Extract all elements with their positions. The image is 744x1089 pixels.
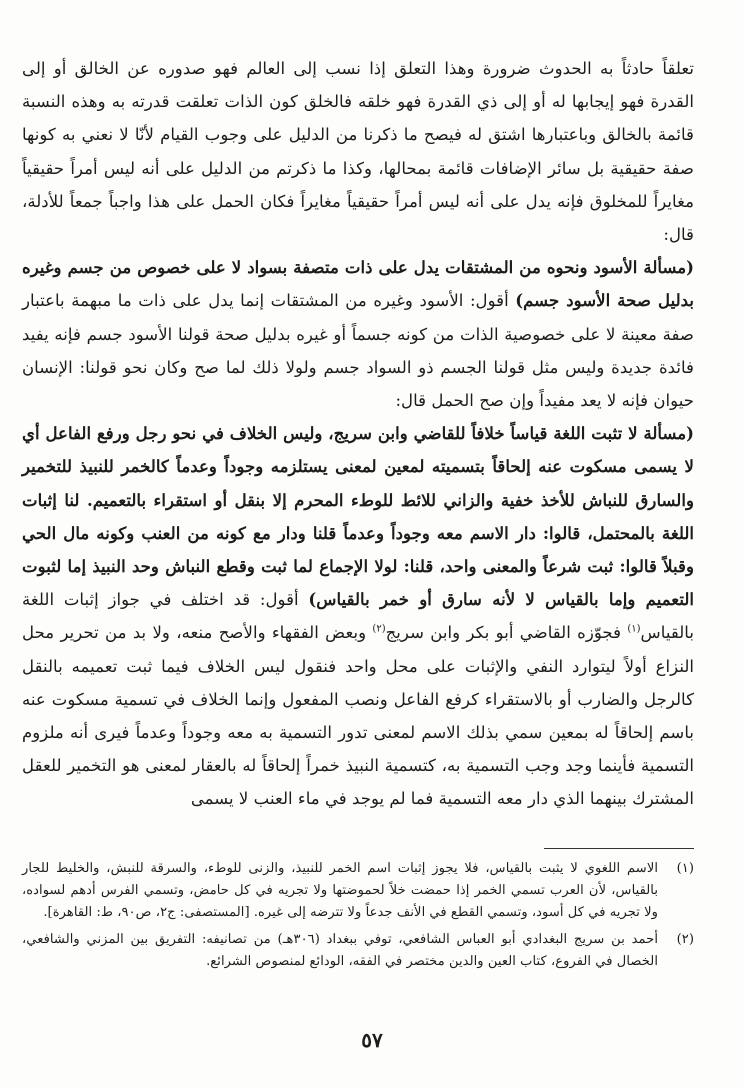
page-number: ٥٧ [361,1028,383,1052]
footnote-mark: (١) [676,861,694,876]
footnote-text: أحمد بن سريج البغدادي أبو العباس الشافعي، توفي ببغداد (٣٠٦هـ) من تصانيفه: التفريق بين المزني والشافعي، الخصال في الفروع، كتاب العين والدين مختصر في الفقه، الودائع لمنصوص الشرائع. [22,931,658,969]
paragraph [22,251,694,417]
footnote [22,929,694,973]
commentary-text: وبعض الفقهاء والأصح منعه، ولا بد من تحرير محل النزاع أولاً ليتوارد النفي والإثبات على محل واحد فنقول ليس الخلاف فيما ثبت تعميمه بالنقل كالرجل والضارب أو بالاستقراء كرفع الفاعل ونصب المفعول وإنما الخلاف في تسمية مسكوت عنه باسم إلحاقاً له بمعين سمي بذلك الاسم لمعنى تدور التسمية به معه وجوداً وعدماً فيرى أنه ملزوم التسمية فأينما وجد وجب التسمية به، كتسمية النبيذ خمراً إلحاقاً له بالعقار لمعنى هو التخمير للعقل المشترك بينهما الذي دار معه التسمية فما لم يوجد في ماء العنب لا يسمى [22,623,694,809]
paragraph [22,417,694,815]
footnote-text: الاسم اللغوي لا يثبت بالقياس، فلا يجوز إثبات اسم الخمر للنبيذ، والزنى للوطء، والسرقة للنبش، والخليط للجار بالقياس، لأن العرب تسمي الخمر إذا حمضت خلاً لحموضتها ولا تجريه في كل حامض، وتسمي الفرس أدهم لسواده، ولا تجريه في كل أسود، وتسمي القطع في الأنف جدعاً ولا تترضه إلى غيره. [المستصفى: ج٢، ص٩٠، ط: القاهرة]. [22,861,658,921]
matn-text: (مسألة الأسود ونحوه من المشتقات يدل على ذات متصفة بسواد لا على خصوص من جسم وغيره بدليل صحة الأسود جسم) [22,257,694,311]
paragraph [22,52,694,251]
matn-text: (مسألة لا تثبت اللغة قياساً خلافاً للقاضي وابن سريج، وليس الخلاف في نحو رجل ورفع الفاعل أي لا يسمى مسكوت عنه إلحاقاً بتسميته لمعين لمعنى يستلزمه وجوداً وعدماً كالخمر للنبيذ للتخمير والسارق للنباش للأخذ خفية والزاني للائط للوطء المحرم إلا بنقل أو استقراء بالتعميم. لنا إثبات اللغة بالمحتمل، قالوا: دار الاسم معه وجوداً وعدماً قلنا ودار مع كونه من العنب وكونه مال الحي وقبلاً قالوا: ثبت شرعاً والمعنى واحد، قلنا: لولا الإجماع لما ثبت وقطع النباش وحد النبيذ إما لثبوت التعميم وإما بالقياس لا لأنه سارق أو خمر بالقياس) [22,423,694,610]
commentary-text: أقول: الأسود وغيره من المشتقات إنما يدل على ذات ما مبهمة باعتبار صفة معينة لا على خصوصية الذات من كونه جسماً أو غيره بدليل صحة قولنا الأسود جسم فإنه يفيد فائدة جديدة وليس مثل قولنا الجسم ذو السواد جسم ولولا ذلك لما صح وكان نحو قولنا: الإنسان حيوان فإنه لا يعد مفيداً وإن صح الحمل قال: [22,291,694,411]
footnote-reference: (١) [627,623,641,635]
footnote [22,858,694,925]
footnote-separator [544,848,694,849]
commentary-text: تعلقاً حادثاً به الحدوث ضرورة وهذا التعلق إذا نسب إلى العالم فهو صدوره عن الخالق أو إلى القدرة فهو إيجابها له أو إلى ذي القدرة فهو خلقه فالخلق كون الذات تعلقت قدرته به وهذه النسبة قائمة بالخالق وباعتبارها اشتق له فيصح ما ذكرنا من الدليل على وجوب القيام لأنّا لا نعني به كونها صفة حقيقية بل سائر الإضافات قائمة بمحالها، وكذا ما ذكرتم من الدليل على أنه ليس أمراً حقيقياً مغايراً للمخلوق فإنه يدل على أنه ليس أمراً حقيقياً مغايراً فكان الحمل على هذا واجباً جمعاً للأدلة، قال: [22,59,694,245]
commentary-text: أقول: قد اختلف في جواز إثبات اللغة بالقياس [22,590,694,643]
main-body-text [22,52,694,816]
footnote-reference: (٢) [372,623,386,635]
commentary-text: فجوّزه القاضي أبو بكر وابن سريج [385,623,628,643]
footnote-mark: (٢) [676,931,694,947]
footnotes-section [22,858,694,977]
